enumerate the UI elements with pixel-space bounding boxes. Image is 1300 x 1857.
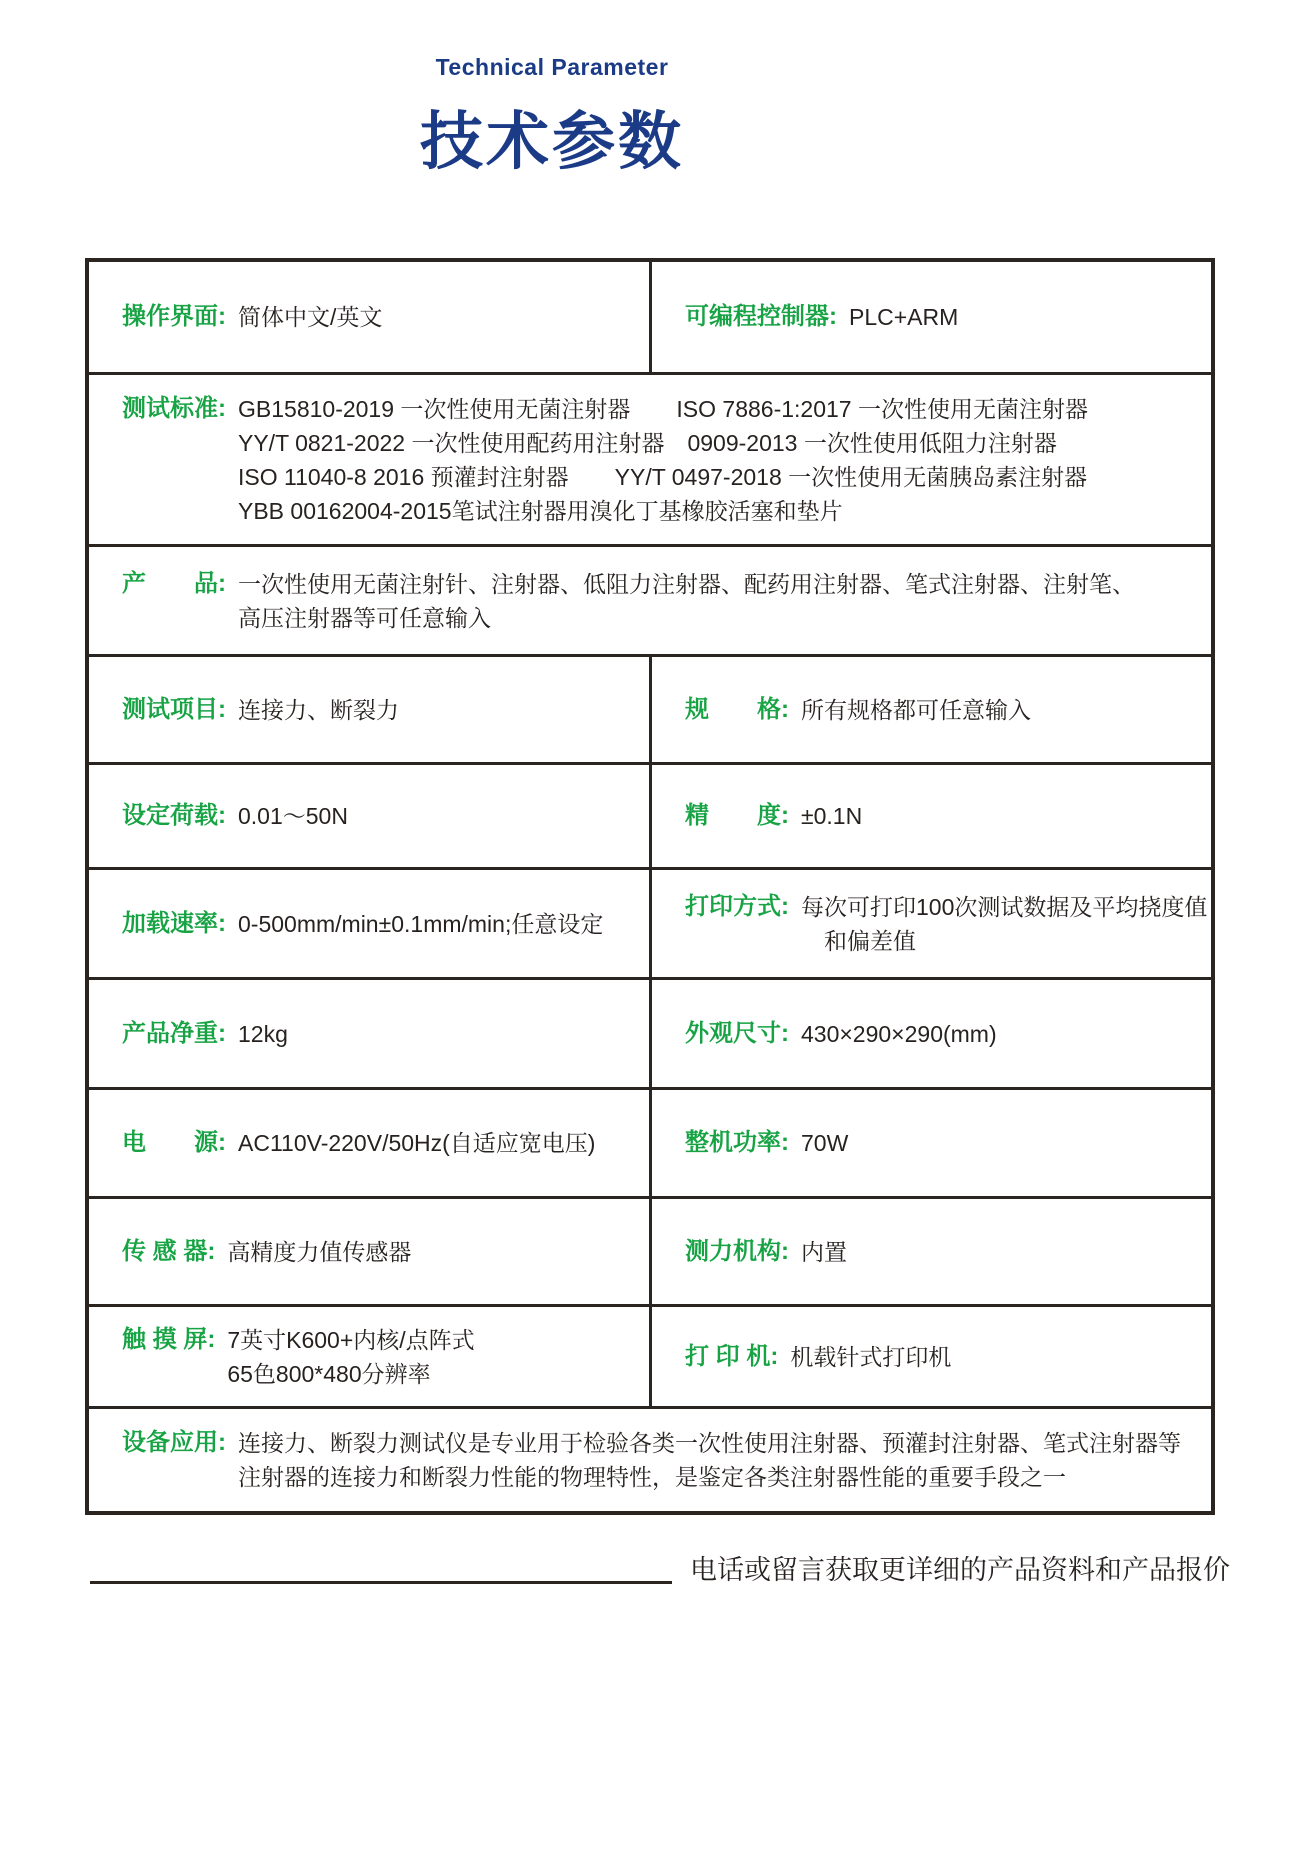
param-value	[238, 392, 1088, 528]
param-value	[238, 1126, 595, 1160]
value-line: 一次性使用无菌注射针、注射器、低阻力注射器、配药用注射器、笔式注射器、注射笔、	[238, 570, 1135, 597]
value-line: 和偏差值	[801, 927, 916, 954]
param-cell	[89, 657, 649, 762]
param-cell	[89, 262, 649, 372]
param-label: 产 品:	[122, 569, 226, 597]
value-line: 12kg	[238, 1020, 288, 1047]
value-line: YBB 00162004-2015笔试注射器用溴化丁基橡胶活塞和垫片	[238, 497, 843, 524]
footer-note: 电话或留言获取更详细的产品资料和产品报价	[690, 1555, 1230, 1585]
value-line: 高精度力值传感器	[227, 1238, 412, 1265]
param-label: 精 度:	[685, 802, 789, 829]
table-row	[89, 654, 1211, 762]
value-line: 机载针式打印机	[790, 1343, 952, 1370]
param-cell	[652, 262, 1211, 372]
param-value	[790, 1340, 951, 1374]
table-row	[89, 1196, 1211, 1304]
table-row	[89, 1304, 1211, 1406]
table-row	[89, 867, 1211, 977]
page-header	[0, 54, 1104, 182]
param-value	[238, 300, 382, 334]
param-label: 电 源:	[122, 1129, 226, 1156]
param-value	[238, 693, 399, 727]
value-line: 65色800*480分辨率	[227, 1360, 431, 1387]
param-value	[238, 907, 603, 941]
param-label: 规 格:	[685, 695, 789, 723]
param-label: 产品净重:	[122, 1019, 226, 1047]
param-value	[801, 799, 862, 833]
value-line: 0.01～50N	[238, 803, 348, 829]
table-row	[89, 1087, 1211, 1196]
value-line: ±0.1N	[801, 803, 863, 829]
value-line: AC110V-220V/50Hz(自适应宽电压)	[238, 1130, 596, 1156]
page-subtitle: Technical Parameter	[435, 54, 669, 80]
param-cell	[89, 1409, 1211, 1511]
table-row	[89, 762, 1211, 867]
param-label: 测力机构:	[685, 1237, 789, 1265]
param-label: 测试标准:	[122, 394, 226, 422]
value-line: PLC+ARM	[849, 304, 959, 330]
page-title: 技术参数	[420, 107, 684, 177]
value-line: 430×290×290(mm)	[801, 1020, 997, 1047]
value-line: 连接力、断裂力	[238, 696, 399, 723]
param-label: 可编程控制器:	[685, 303, 837, 330]
footer-rule	[90, 1581, 672, 1584]
param-cell	[89, 375, 1211, 544]
param-value	[238, 799, 348, 833]
value-line: YY/T 0821-2022 一次性使用配药用注射器 0909-2013 一次性使用低阻力注射器	[238, 429, 1057, 456]
param-value	[227, 1323, 474, 1391]
table-row	[89, 262, 1211, 372]
param-cell	[89, 1090, 649, 1196]
param-value	[849, 300, 958, 334]
param-cell	[652, 1307, 1211, 1406]
param-value	[227, 1235, 411, 1269]
param-cell	[652, 657, 1211, 762]
param-cell	[652, 765, 1211, 867]
param-label: 外观尺寸:	[685, 1019, 789, 1047]
param-cell	[652, 1090, 1211, 1196]
value-line: 每次可打印100次测试数据及平均挠度值	[801, 893, 1208, 920]
value-line: 高压注射器等可任意输入	[238, 604, 491, 631]
param-label: 设定荷载:	[122, 802, 226, 829]
param-label: 设备应用:	[122, 1429, 226, 1456]
value-line: 70W	[801, 1130, 849, 1156]
table-row	[89, 544, 1211, 654]
param-cell	[652, 870, 1211, 977]
value-line: ISO 11040-8 2016 预灌封注射器 YY/T 0497-2018 一次性使用无菌胰岛素注射器	[238, 463, 1088, 490]
value-line: 内置	[801, 1238, 847, 1265]
param-value	[801, 1235, 847, 1269]
param-value	[801, 693, 1031, 727]
param-cell	[89, 547, 1211, 654]
value-line: GB15810-2019 一次性使用无菌注射器 ISO 7886-1:2017 一次性使用无菌注射器	[238, 395, 1088, 422]
table-row	[89, 372, 1211, 544]
param-value	[238, 567, 1135, 635]
param-cell	[89, 765, 649, 867]
param-label: 传 感 器:	[122, 1237, 216, 1265]
value-line: 所有规格都可任意输入	[801, 696, 1031, 723]
param-label: 触 摸 屏:	[122, 1325, 216, 1353]
param-cell	[89, 980, 649, 1087]
param-label: 打 印 机:	[685, 1342, 779, 1370]
value-line: 连接力、断裂力测试仪是专业用于检验各类一次性使用注射器、预灌封注射器、笔式注射器等	[238, 1430, 1181, 1456]
value-line: 简体中文/英文	[238, 304, 383, 330]
param-value	[801, 1017, 997, 1051]
table-row	[89, 1406, 1211, 1511]
param-value	[238, 1017, 288, 1051]
param-cell	[652, 1199, 1211, 1304]
param-value	[238, 1426, 1181, 1494]
table-row	[89, 977, 1211, 1087]
param-cell	[89, 870, 649, 977]
param-label: 整机功率:	[685, 1129, 789, 1156]
param-value	[801, 1126, 848, 1160]
param-value	[801, 890, 1208, 958]
param-label: 测试项目:	[122, 695, 226, 723]
param-cell	[652, 980, 1211, 1087]
value-line: 0-500mm/min±0.1mm/min;任意设定	[238, 910, 604, 937]
value-line: 7英寸K600+内核/点阵式	[227, 1326, 475, 1353]
parameter-table	[85, 258, 1215, 1515]
param-label: 打印方式:	[685, 892, 789, 920]
param-label: 加载速率:	[122, 909, 226, 937]
param-label: 操作界面:	[122, 303, 226, 330]
param-cell	[89, 1307, 649, 1406]
value-line: 注射器的连接力和断裂力性能的物理特性，是鉴定各类注射器性能的重要手段之一	[238, 1464, 1066, 1490]
param-cell	[89, 1199, 649, 1304]
